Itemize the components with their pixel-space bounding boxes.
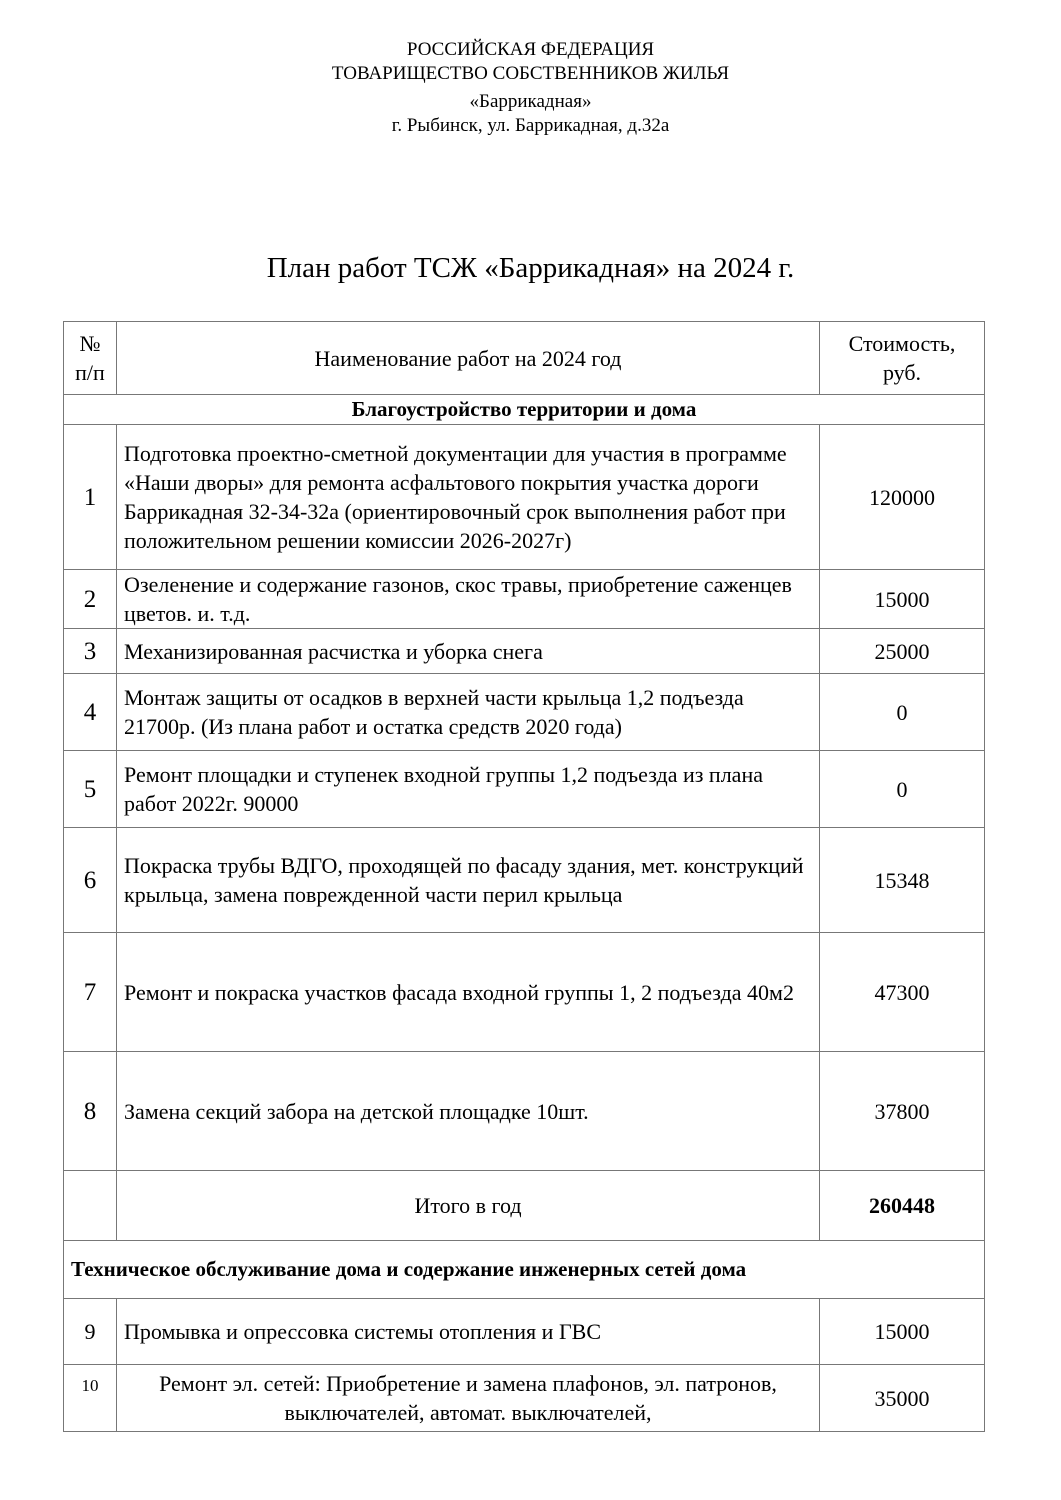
row-num: 3 — [64, 629, 117, 674]
row-num: 7 — [64, 933, 117, 1052]
table-row — [64, 425, 985, 570]
table-header-row — [64, 322, 985, 395]
work-plan-table — [63, 321, 985, 1432]
row-text: Озеленение и содержание газонов, скос травы, приобретение саженцев цветов. и. т.д. — [117, 570, 820, 629]
row-num: 6 — [64, 828, 117, 933]
page-title: План работ ТСЖ «Баррикадная» на 2024 г. — [266, 252, 795, 284]
total-value: 260448 — [820, 1171, 985, 1241]
row-cost: 120000 — [820, 425, 985, 570]
row-text: Ремонт эл. сетей: Приобретение и замена плафонов, эл. патронов, выключателей, автомат. выключателей, — [117, 1365, 820, 1432]
table-row — [64, 629, 985, 674]
total-row — [64, 1171, 985, 1241]
table-row — [64, 1052, 985, 1171]
section-title: Благоустройство территории и дома — [64, 395, 985, 425]
table-row — [64, 933, 985, 1052]
org-address: г. Рыбинск, ул. Баррикадная, д.32а — [391, 115, 670, 136]
row-text: Монтаж защиты от осадков в верхней части крыльца 1,2 подъезда 21700р. (Из плана работ и остатка средств 2020 года) — [117, 674, 820, 751]
row-cost: 47300 — [820, 933, 985, 1052]
row-text: Ремонт площадки и ступенек входной группы 1,2 подъезда из плана работ 2022г. 90000 — [117, 751, 820, 828]
org-title: «Баррикадная» — [469, 91, 592, 112]
row-text: Ремонт и покраска участков фасада входной группы 1, 2 подъезда 40м2 — [117, 933, 820, 1052]
row-cost: 0 — [820, 674, 985, 751]
row-text: Подготовка проектно-сметной документации для участия в программе «Наши дворы» для ремонта асфальтового покрытия участка дороги Баррикадная 32-34-32а (ориентировочный срок выполнения работ при положительном решении комиссии 2026-2027г) — [117, 425, 820, 570]
org-country: РОССИЙСКАЯ ФЕДЕРАЦИЯ — [406, 39, 655, 60]
col-num-header: № п/п — [64, 322, 117, 395]
row-num: 2 — [64, 570, 117, 629]
table-row — [64, 1299, 985, 1365]
total-label: Итого в год — [117, 1171, 820, 1241]
row-cost: 15000 — [820, 570, 985, 629]
table-row — [64, 828, 985, 933]
section-row — [64, 395, 985, 425]
section-title: Техническое обслуживание дома и содержание инженерных сетей дома — [64, 1241, 985, 1299]
row-num: 1 — [64, 425, 117, 570]
row-cost: 0 — [820, 751, 985, 828]
col-cost-header: Стоимость, руб. — [820, 322, 985, 395]
row-text: Покраска трубы ВДГО, проходящей по фасаду здания, мет. конструкций крыльца, замена поврежденной части перил крыльца — [117, 828, 820, 933]
row-cost: 15348 — [820, 828, 985, 933]
table-row — [64, 674, 985, 751]
row-num: 4 — [64, 674, 117, 751]
row-num: 8 — [64, 1052, 117, 1171]
col-name-header: Наименование работ на 2024 год — [117, 322, 820, 395]
row-cost: 37800 — [820, 1052, 985, 1171]
row-cost: 35000 — [820, 1365, 985, 1432]
row-cost: 15000 — [820, 1299, 985, 1365]
section-row — [64, 1241, 985, 1299]
row-num: 5 — [64, 751, 117, 828]
org-name: ТОВАРИЩЕСТВО СОБСТВЕННИКОВ ЖИЛЬЯ — [331, 63, 730, 84]
row-cost: 25000 — [820, 629, 985, 674]
row-text: Замена секций забора на детской площадке 10шт. — [117, 1052, 820, 1171]
row-num: 10 — [64, 1365, 117, 1432]
row-num: 9 — [64, 1299, 117, 1365]
table-row — [64, 751, 985, 828]
row-text: Механизированная расчистка и уборка снега — [117, 629, 820, 674]
table-row — [64, 1365, 985, 1432]
row-text: Промывка и опрессовка системы отопления и ГВС — [117, 1299, 820, 1365]
table-row — [64, 570, 985, 629]
total-num-cell — [64, 1171, 117, 1241]
